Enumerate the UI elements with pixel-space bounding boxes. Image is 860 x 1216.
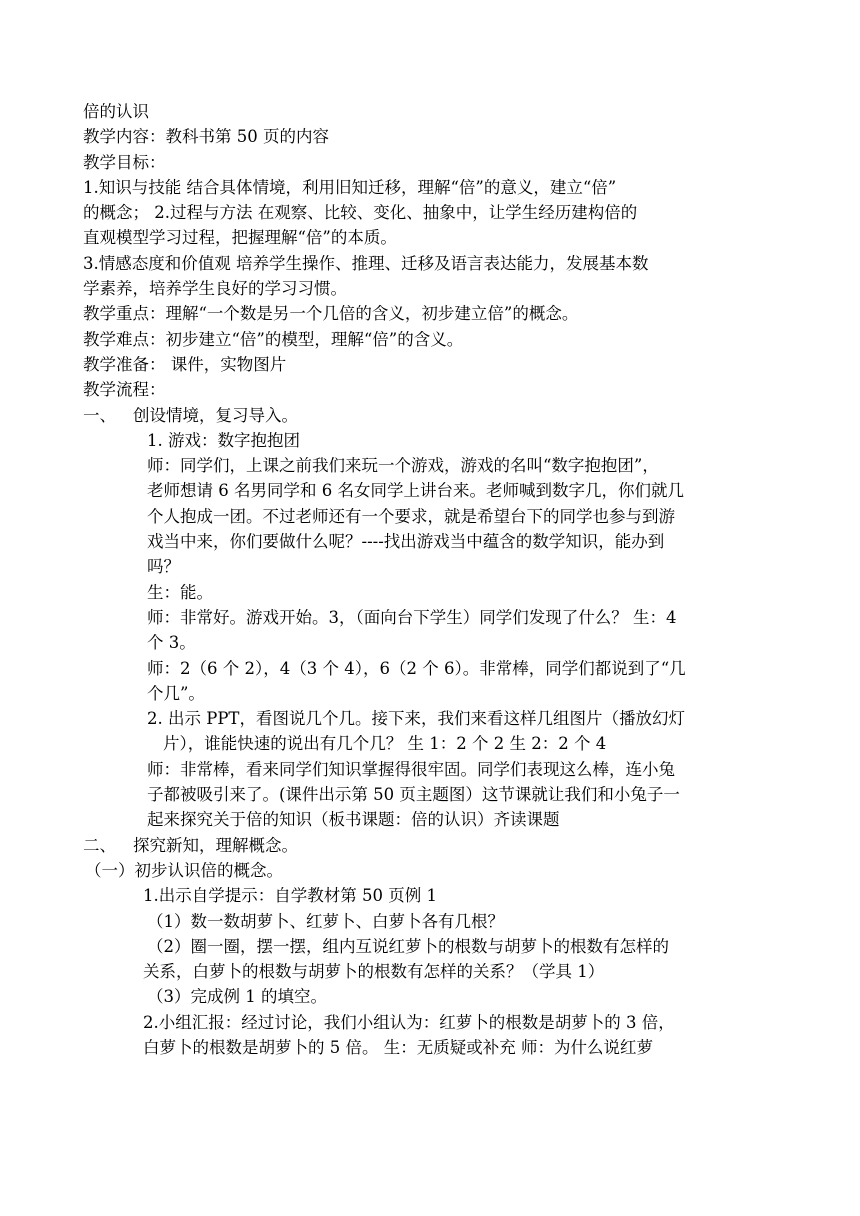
difficulty: 教学难点：初步建立“倍”的模型，理解“倍”的含义。 <box>83 329 464 349</box>
ppt-line-1: 2. 出示 PPT，看图说几个几。接下来，我们来看这样几组图片（播放幻灯 <box>147 709 685 729</box>
subsection-1-heading: （一）初步认识倍的概念。 <box>85 860 283 880</box>
ppt-line-2 <box>147 731 783 756</box>
teacher-1-line-3: 个人抱成一团。不过老师还有一个要求，就是希望台下的同学也参与到游 <box>147 506 675 526</box>
teacher-3-line-2: 个几”。 <box>147 683 205 703</box>
ppt-line-2-text: 片），谁能快速的说出有几个几？ 生 1：2 个 2 生 2：2 个 4 <box>163 734 607 754</box>
goal-1-line-1: 1.知识与技能 结合具体情境，利用旧知迁移，理解“倍”的意义，建立“倍” <box>83 177 617 197</box>
game-heading: 1. 游戏：数字抱抱团 <box>147 430 300 450</box>
teacher-3-line-1: 师：2（6 个 2），4（3 个 4），6（2 个 6）。非常棒，同学们都说到了“几 <box>147 658 686 678</box>
teacher-4-line-3: 起来探究关于倍的知识（板书课题：倍的认识）齐读课题 <box>147 810 560 830</box>
lesson-title: 倍的认识 <box>83 102 149 121</box>
section-1-number: 一、 <box>83 405 116 425</box>
question-2-line-2: 关系，白萝卜的根数与胡萝卜的根数有怎样的关系？（学具 1） <box>143 962 605 982</box>
question-2-line-1: （2）圈一圈，摆一摆，组内互说红萝卜的根数与胡萝卜的根数有怎样的 <box>147 936 669 956</box>
teacher-1-line-5: 吗？ <box>147 557 180 577</box>
teacher-2-line-1: 师：非常好。游戏开始。3，（面向台下学生）同学们发现了什么？ 生：4 <box>147 607 677 627</box>
teaching-content: 教学内容：教科书第 50 页的内容 <box>83 127 329 147</box>
goal-3-line-2: 学素养，培养学生良好的学习习惯。 <box>83 279 347 299</box>
process-label: 教学流程： <box>83 380 166 400</box>
self-study-hint: 1.出示自学提示：自学教材第 50 页例 1 <box>143 886 437 906</box>
section-2-title: 探究新知，理解概念。 <box>133 835 298 855</box>
goal-1-line-2: 的概念； 2.过程与方法 在观察、比较、变化、抽象中，让学生经历建构倍的 <box>83 203 638 223</box>
section-1-title: 创设情境，复习导入。 <box>133 405 298 425</box>
teacher-1-line-1: 师：同学们，上课之前我们来玩一个游戏，游戏的名叫“数字抱抱团”， <box>147 456 659 476</box>
group-report-line-1: 2.小组汇报：经过讨论，我们小组认为：红萝卜的根数是胡萝卜的 3 倍， <box>143 1012 675 1032</box>
teacher-1-line-2: 老师想请 6 名男同学和 6 名女同学上讲台来。老师喊到数字几，你们就几 <box>147 481 684 501</box>
teacher-4-line-1: 师：非常棒，看来同学们知识掌握得很牢固。同学们表现这么棒，连小兔 <box>147 759 675 779</box>
section-2-number: 二、 <box>83 835 116 855</box>
group-report-line-2: 白萝卜的根数是胡萝卜的 5 倍。 生：无质疑或补充 师：为什么说红萝 <box>143 1037 653 1057</box>
key-point: 教学重点：理解“一个数是另一个几倍的含义，初步建立倍”的概念。 <box>83 304 579 324</box>
section-2-heading <box>83 833 783 858</box>
student-1: 生：能。 <box>147 582 213 602</box>
document-page <box>83 99 783 1060</box>
teacher-2-line-2: 个 3。 <box>147 633 196 653</box>
teacher-4-line-2: 子都被吸引来了。(课件出示第 50 页主题图）这节课就让我们和小兔子一 <box>147 785 680 805</box>
goal-3-line-1: 3.情感态度和价值观 培养学生操作、推理、迁移及语言表达能力，发展基本数 <box>83 253 649 273</box>
question-3: （3）完成例 1 的填空。 <box>147 987 327 1007</box>
question-1: （1）数一数胡萝卜、红萝卜、白萝卜各有几根？ <box>147 911 504 931</box>
teacher-1-line-4: 戏当中来，你们要做什么呢？----找出游戏当中蕴含的数学知识，能办到 <box>147 532 665 552</box>
preparation: 教学准备： 课件，实物图片 <box>83 354 287 374</box>
goal-1-line-3: 直观模型学习过程，把握理解“倍”的本质。 <box>83 228 397 248</box>
teaching-goals-label: 教学目标： <box>83 152 166 172</box>
section-1-heading <box>83 403 783 428</box>
